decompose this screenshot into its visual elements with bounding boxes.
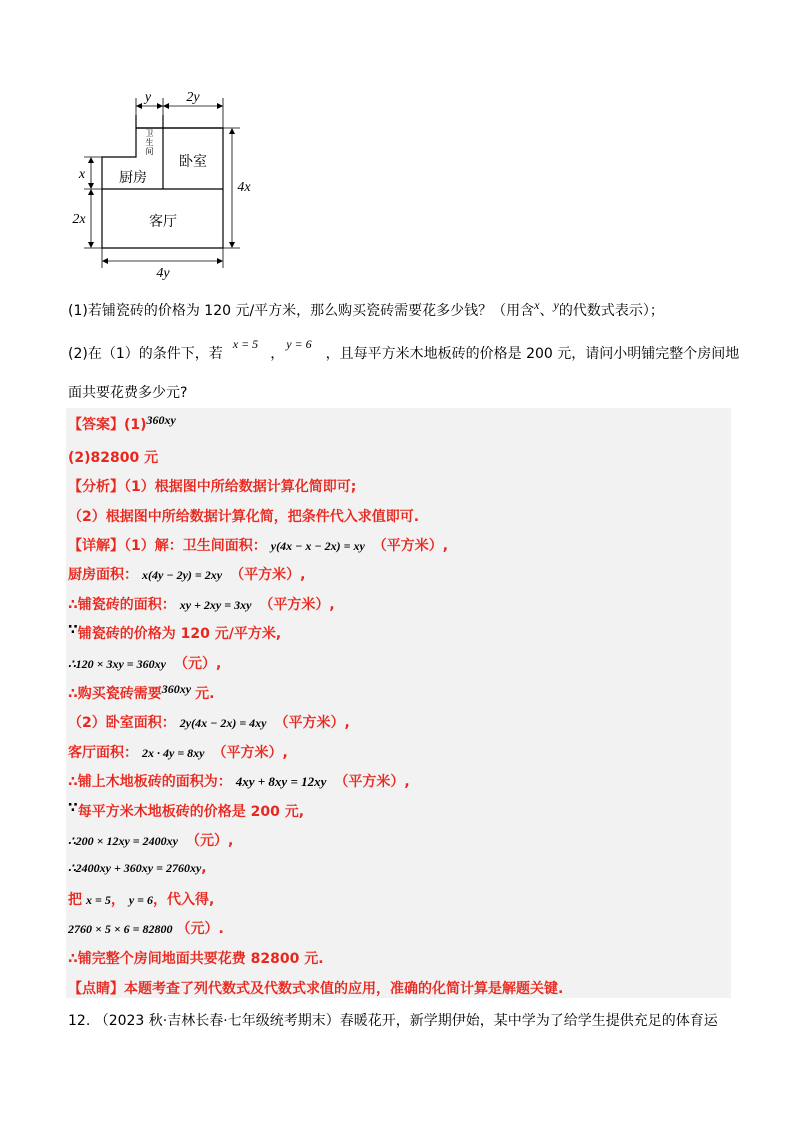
because-symbol: ∵: [68, 622, 78, 638]
q2-x: x = 5: [232, 337, 259, 351]
question-2: [68, 337, 740, 363]
buy-expr: 360xy: [161, 682, 192, 696]
tile-area-label: ∴铺瓷砖的面积：: [68, 597, 176, 613]
buy-label: ∴购买瓷砖需要: [68, 686, 162, 702]
detail-wood-price: [68, 801, 304, 821]
bathroom-char-3: 间: [145, 147, 154, 156]
q2-y: y = 6: [286, 337, 312, 351]
calc3-expr: ∴2400xy + 360xy = 2760xy: [68, 861, 202, 875]
price-line: 铺瓷砖的价格为 120 元/平方米,: [77, 626, 282, 642]
detail-buy: [68, 683, 214, 703]
final-unit: （元）.: [176, 921, 224, 937]
detail-bathroom: [68, 535, 448, 555]
analysis-1: 【分析】（1）根据图中所给数据计算化简即可;: [68, 479, 357, 495]
solution-panel: [66, 408, 731, 998]
detail-substitute: [68, 889, 214, 909]
yuan: （元）,: [185, 833, 234, 849]
detail-calc1: [68, 653, 221, 673]
unit: （平方米）,: [372, 538, 449, 554]
unit: （平方米）,: [230, 567, 306, 583]
detail-tile-area: [68, 594, 335, 614]
sub-x: x = 5: [86, 893, 111, 907]
q2-text: (2)在（1）的条件下，若: [68, 346, 223, 362]
sub-end: ，代入得,: [153, 892, 215, 908]
detail-bedroom: [68, 712, 350, 732]
detail-wood-area: [68, 771, 410, 791]
q1-var-y: y: [553, 298, 559, 312]
q2-rest: ，且每平方米木地板砖的价格是 200 元，请问小明铺完整个房间地: [325, 346, 740, 362]
detail-calc3: [68, 860, 207, 876]
bathroom-char-1: 卫: [145, 129, 154, 138]
kitchen-expr: x(4y − 2y) = 2xy: [142, 568, 223, 582]
q1-end: 的代数式表示）；: [558, 303, 664, 319]
detail-total: ∴铺完整个房间地面共要花费 82800 元.: [68, 951, 324, 967]
q1-sep: 、: [539, 303, 554, 319]
detail-final: [68, 918, 224, 938]
answer-line: [68, 414, 176, 434]
unit: （平方米）,: [334, 774, 410, 790]
buy-end: 元.: [195, 686, 215, 702]
label-y: y: [144, 90, 152, 105]
label-4x: 4x: [237, 180, 251, 195]
answer-expr: 360xy: [146, 413, 176, 427]
living-label-text: 客厅面积：: [68, 745, 138, 761]
wood-expr: 4xy + 8xy = 12xy: [235, 774, 327, 789]
calc3-end: ,: [201, 860, 207, 876]
calc2-expr: ∴200 × 12xy = 2400xy: [68, 834, 178, 848]
detail-kitchen: [68, 564, 305, 584]
unit: （平方米）,: [274, 715, 350, 731]
wood-label: ∴铺上木地板砖的面积为：: [68, 774, 232, 790]
yuan: （元）,: [173, 656, 222, 672]
bedroom-label-text: （2）卧室面积：: [68, 715, 176, 731]
question-2-line2: 面共要花费多少元?: [68, 385, 188, 401]
bathroom-expr: y(4x − x − 2x) = xy: [270, 539, 365, 553]
detail-tile-price: [68, 623, 281, 643]
bathroom-char-2: 生: [145, 138, 154, 147]
because-symbol: ∵: [68, 800, 78, 816]
detail-calc2: [68, 830, 233, 850]
label-2y: 2y: [186, 90, 200, 105]
detail-tag: 【详解】（1）解：卫生间面积：: [68, 538, 267, 554]
living-expr: 2x · 4y = 8xy: [142, 746, 205, 760]
analysis-2: （2）根据图中所给数据计算化简，把条件代入求值即可.: [68, 509, 420, 525]
label-x: x: [78, 167, 86, 182]
sub-label: 把: [68, 892, 82, 908]
living-room-label: 客厅: [149, 215, 177, 230]
label-2x: 2x: [72, 212, 86, 227]
q1-var-x: x: [534, 298, 540, 312]
q1-text: (1)若铺瓷砖的价格为 120 元/平方米，那么购买瓷砖需要花多少钱？（用含: [68, 303, 535, 319]
bedroom-expr: 2y(4x − 2x) = 4xy: [179, 716, 267, 730]
sub-y: y = 6: [128, 893, 154, 907]
unit: （平方米）,: [212, 745, 288, 761]
calc1-expr: ∴120 × 3xy = 360xy: [68, 657, 166, 671]
q2-comma: ，: [270, 346, 285, 362]
floor-plan-diagram: [60, 88, 260, 288]
answer-tag: 【答案】(1): [68, 417, 147, 433]
next-question: 12. （2023 秋·吉林长春·七年级统考期末）春暖花开，新学期伊始，某中学为了给学生提供充足的体育运: [68, 1013, 718, 1029]
final-expr: 2760 × 5 × 6 = 82800: [68, 922, 173, 936]
wood-price: 每平方米木地板砖的价格是 200 元,: [77, 804, 305, 820]
sub-comma: ，: [110, 892, 125, 908]
comment: 【点睛】本题考查了列代数式及代数式求值的应用，准确的化简计算是解题关键.: [68, 981, 564, 997]
kitchen-label: 厨房: [119, 171, 147, 186]
unit: （平方米）,: [259, 597, 335, 613]
label-4y: 4y: [156, 266, 170, 281]
answer-2: (2)82800 元: [68, 450, 159, 466]
question-1: [68, 300, 664, 320]
detail-living: [68, 742, 288, 762]
tile-area-expr: xy + 2xy = 3xy: [179, 598, 252, 612]
kitchen-label-text: 厨房面积：: [68, 567, 138, 583]
bedroom-label: 卧室: [179, 155, 207, 170]
